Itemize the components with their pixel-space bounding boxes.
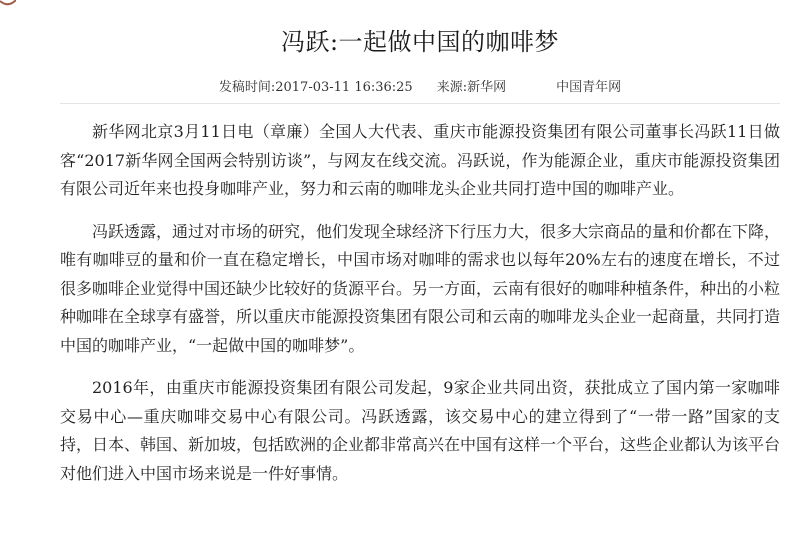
source-partner[interactable]: 中国青年网 [556,80,622,95]
paragraph: 冯跃透露，通过对市场的研究，他们发现全球经济下行压力大，很多大宗商品的量和价都在下降，唯有咖啡豆的量和价一直在稳定增长，中国市场对咖啡的需求也以每年20%左右的速度在增长，不过很多咖啡企业觉得中国还缺少比较好的货源平台。另一方面，云南有很好的咖啡种植条件，种出的小粒种咖啡在全球享有盛誉，所以重庆市能源投资集团有限公司和云南的咖啡龙头企业一起商量，共同打造中国的咖啡产业，“一起做中国的咖啡梦”。 [60,221,781,355]
source-value[interactable]: 新华网 [467,80,507,95]
paragraph: 2016年，由重庆市能源投资集团有限公司发起，9家企业共同出资，获批成立了国内第一家咖啡交易中心—重庆咖啡交易中心有限公司。冯跃透露，该交易中心的建立得到了“一带一路”国家的支持，日本、韩国、新加坡，包括欧洲的企业都非常高兴在中国有这样一个平台，这些企业都认为该平台对他们进入中国市场来说是一件好事情。 [60,378,781,483]
article-title: 冯跃:一起做中国的咖啡梦 [280,28,560,56]
source-label: 来源: [436,80,468,95]
publish-time-label: 发稿时间: [218,80,276,95]
header-divider [60,103,780,104]
corner-decoration [0,0,16,8]
article-meta [60,76,780,95]
article-body [60,118,780,502]
paragraph: 新华网北京3月11日电（章廉）全国人大代表、重庆市能源投资集团有限公司董事长冯跃11日做客“2017新华网全国两会特别访谈”，与网友在线交流。冯跃说，作为能源企业，重庆市能源投资集团有限公司近年来也投身咖啡产业，努力和云南的咖啡龙头企业共同打造中国的咖啡产业。 [60,122,780,198]
publish-time-value: 2017-03-11 16:36:25 [275,80,413,95]
